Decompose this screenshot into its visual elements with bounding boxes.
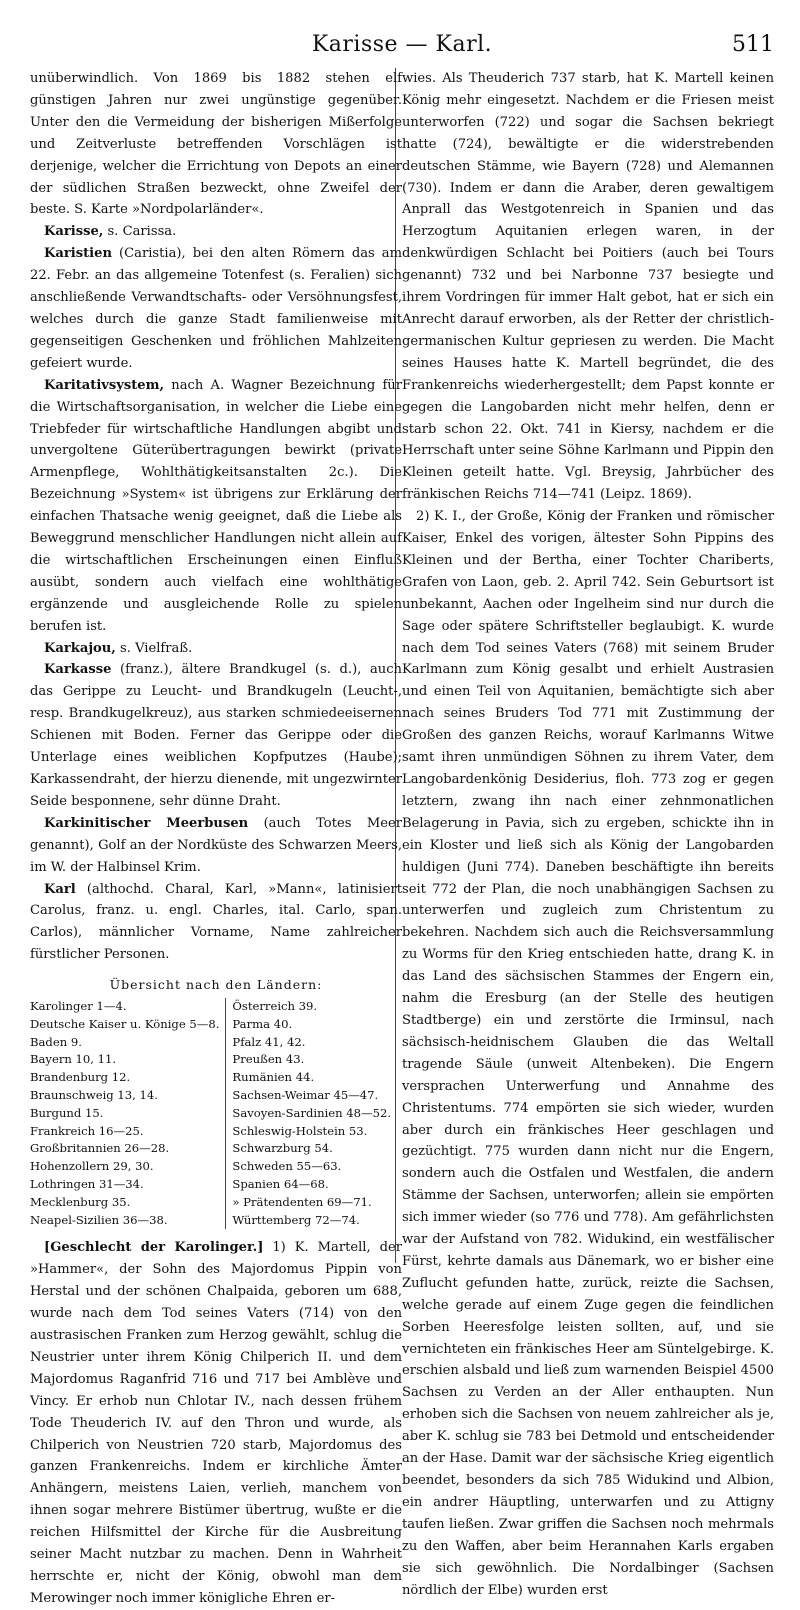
overview-right-list [226,998,402,1229]
overview-item: Burgund 15. [30,1105,104,1120]
overview-item: Sachsen-Weimar 45—47. [232,1088,379,1103]
headword: Karkasse [44,662,112,678]
paragraph-text: unüberwindlich. Von 1869 bis 1882 stehen elf günstigen Jahren nur zwei ungünstige gegenüber. Unter den die Vermeidung der bisherigen Mißerfolge und Zeitverluste betreffenden Vorschlägen ist derjenige, welcher die Errichtung von Depots an einer der südlichen Straßen bezweckt, ohne Zweifel der beste. S. Karte »Nordpolarländer«. [30,71,402,218]
entry-text: (althochd. Charal, Karl, »Mann«, latinisiert Carolus, franz. u. engl. Charles, ital. Carlo, span. Carlos), männlicher Vorname, Name zahlreicher fürstlicher Personen. [30,881,402,963]
overview-item: Baden 9. [30,1034,82,1049]
left-column [30,68,402,1610]
headword: Karistien [44,246,112,262]
headword: Karitativsystem, [44,377,165,393]
overview-item: Hohenzollern 29, 30. [30,1159,154,1174]
entry-karistien [30,243,402,374]
right-column [402,68,774,1601]
entry-text: s. Carissa. [103,224,177,240]
entry-text: (Caristia), bei den alten Römern das am 22. Febr. an das allgemeine Totenfest (s. Feralien) sich anschließende Verwandtschafts- oder Versöhnungsfest, welches durch die ganze Stadt familienweise mit gegenseitigen Geschenken und fröhlichen Mahlzeiten gefeiert wurde. [30,246,402,371]
overview-item: Spanien 64—68. [232,1177,329,1192]
running-head: Karisse — Karl. [311,32,493,57]
paragraph-nordpol [30,68,402,221]
overview-item: » Prätendenten 69—71. [232,1194,372,1209]
paragraph-karl-martell-cont [402,68,774,506]
overview-item: Karolinger 1—4. [30,999,127,1014]
entry-karitativsystem [30,375,402,638]
section-heading: [Geschlecht der Karolinger.] [44,1240,264,1256]
entry-karkinitischer-meerbusen [30,813,402,879]
headword: Karkinitischer Meerbusen [44,815,249,831]
overview-item: Braunschweig 13, 14. [30,1088,158,1103]
headword: Karl [44,881,76,897]
overview-item: Pfalz 41, 42. [232,1034,306,1049]
overview-item: Neapel-Sizilien 36—38. [30,1212,168,1227]
entry-text: s. Vielfraß. [115,640,193,656]
overview-item: Preußen 43. [232,1052,305,1067]
overview-item: Savoyen-Sardinien 48—52. [232,1105,392,1120]
page-header [30,28,774,62]
paragraph-text: wies. Als Theuderich 737 starb, hat K. Martell keinen König mehr eingesetzt. Nachdem er die Friesen meist unterworfen (722) und sogar die Sachsen bekriegt hatte (724), bewältigte er die widerstrebenden deutschen Stämme, wie Bayern (728) und Alemannen (730). Indem er dann die Araber, deren gewaltigem Anprall das Westgotenreich in Spanien und das Herzogtum Aquitanien erlegen waren, in der denkwürdigen Schlacht bei Poitiers (auch bei Tours genannt) 732 und bei Narbonne 737 besiegte und ihrem Vordringen für immer Halt gebot, hat er sich ein Anrecht darauf erworben, als der Retter der christlich-germanischen Kultur gepriesen zu werden. Die Macht seines Hauses hatte K. Martell begründet, die des Frankenreichs wiederhergestellt; dem Papst konnte er gegen die Langobarden nicht mehr helfen, denn er starb schon 22. Okt. 741 in Kiersy, nachdem er die Herrschaft unter seine Söhne Karlmann und Pippin den Kleinen geteilt hatte. Vgl. Breysig, Jahrbücher des fränkischen Reichs 714—741 (Leipz. 1869). [402,71,774,503]
overview-item: Schleswig-Holstein 53. [232,1123,368,1138]
overview-item: Rumänien 44. [232,1070,315,1085]
page-number: 511 [732,32,774,57]
entry-text: (auch Totes Meer genannt), Golf an der Nordküste des Schwarzen Meers, im W. der Halbinsel Krim. [30,815,402,875]
overview-item: Frankreich 16—25. [30,1123,144,1138]
headword: Karisse, [44,224,104,240]
overview-item: Schwarzburg 54. [232,1141,333,1156]
overview-item: Mecklenburg 35. [30,1194,131,1209]
overview-item: Lothringen 31—34. [30,1177,144,1192]
overview-item: Österreich 39. [232,999,318,1014]
entry-text: (franz.), ältere Brandkugel (s. d.), auch das Gerippe zu Leucht- und Brandkugeln (Leucht-, resp. Brandkugelkreuz), aus starken schmiedeeisernen Schienen mit Boden. Ferner das Gerippe oder die Unterlage eines weiblichen Kopfputzes (Haube); Karkassendraht, der hierzu dienende, mit ungezwirnter Seide besponnene, sehr dünne Draht. [30,662,402,809]
entry-karl [30,879,402,967]
overview-title: Übersicht nach den Ländern: [109,977,323,993]
entry-karisse [30,221,402,243]
overview-item: Deutsche Kaiser u. Könige 5—8. [30,1016,220,1031]
entry-karl-der-grosse [402,506,774,1601]
overview-item: Großbritannien 26—28. [30,1141,170,1156]
entry-karkasse [30,659,402,812]
overview-item: Schweden 55—63. [232,1159,342,1174]
entry-karkajou [30,638,402,660]
entry-text: nach A. Wagner Bezeichnung für die Wirtschaftsorganisation, in welcher die Liebe eine Triebfeder für wirtschaftliche Handlungen abgibt und unvergoltene Güterübertragungen bewirkt (private Armenpflege, Wohlthätigkeitsanstalten 2c.). Die Bezeichnung »System« ist übrigens zur Erklärung der einfachen Thatsache wenig geeignet, daß die Liebe als Beweggrund menschlicher Handlungen nicht allein auf die wirtschaftlichen Erscheinungen einen Einfluß ausübt, sondern auch vielfach eine wohlthätige ergänzende und ausgleichende Rolle zu spielen berufen ist. [30,377,402,634]
headword: Karkajou, [44,640,116,656]
overview-table [30,998,402,1229]
overview-item: Bayern 10, 11. [30,1052,117,1067]
paragraph-text: 2) K. I., der Große, König der Franken und römischer Kaiser, Enkel des vorigen, ältester Sohn Pippins des Kleinen und der Bertha, einer Tochter Chariberts, Grafen von Laon, geb. 2. April 742. Sein Geburtsort ist unbekannt, Aachen oder Ingelheim sind nur durch die Sage oder spätere Schriftsteller beglaubigt. K. wurde nach dem Tod seines Vaters (768) mit seinem Bruder Karlmann zum König gesalbt und erhielt Austrasien und einen Teil von Aquitanien, bemächtigte sich aber nach seines Bruders Tod 771 mit Zustimmung der Großen des ganzen Reichs, worauf Karlmanns Witwe samt ihren unmündigen Söhnen zu ihrem Vater, dem Langobardenkönig Desiderius, floh. 773 zog er gegen letztern, zwang ihn nach einer zehnmonatlichen Belagerung in Pavia, sich zu ergeben, schickte ihn in ein Kloster und ließ sich als König der Langobarden huldigen (Juni 774). Daneben beschäftigte ihn bereits seit 772 der Plan, die noch unabhängigen Sachsen zu unterwerfen und zugleich zum Christentum zu bekehren. Nachdem sich auch die Reichsversammlung zu Worms für den Krieg entschieden hatte, drang K. in das Land des sächsischen Stammes der Engern ein, nahm die Eresburg (an der Stelle des heutigen Stadtberge) ein und zerstörte die Irminsul, nach sächsisch-heidnischem Glauben die das Weltall tragende Säule (unweit Altenbeken). Die Engern versprachen Unterwerfung und Annahme des Christentums. 774 empörten sie sich wieder, wurden aber durch ein fränkisches Heer geschlagen und gezüchtigt. 775 wurden dann nicht nur die Engern, sondern auch die Ostfalen und Westfalen, die andern Stämme der Sachsen, unterworfen; allein sie empörten sich immer wieder (so 776 und 778). Am gefährlichsten war der Aufstand von 782. Widukind, ein westfälischer Fürst, kehrte damals aus Dänemark, wo er bisher eine Zuflucht gefunden hatte, zurück, reizte die Sachsen, welche gerade auf einem Zuge gegen die feindlichen Sorben Heeresfolge leisten sollten, auf, und sie vernichteten ein fränkisches Heer am Süntelgebirge. K. erschien alsbald und ließ zum warnenden Beispiel 4500 Sachsen zu Verden an der Aller enthaupten. Nun erhoben sich die Sachsen von neuem zahlreicher als je, aber K. schlug sie 783 bei Detmold und entscheidender an der Hase. Damit war der sächsische Krieg eigentlich beendet, besonders da sich 785 Widukind und Albion, ein andrer Häuptling, unterwarfen und zu Attigny taufen ließen. Zwar griffen die Sachsen noch mehrmals zu den Waffen, aber beim Herannahen Karls ergaben sie sich gewöhnlich. Die Nordalbinger (Sachsen nördlich der Elbe) wurden erst [402,509,774,1598]
entry-text: 1) K. Martell, der »Hammer«, der Sohn des Majordomus Pippin von Herstal und der schönen Chalpaida, geboren um 688, wurde nach dem Tod seines Vaters (714) von den austrasischen Franken zum Herzog gewählt, schlug die Neustrier unter ihrem König Chilperich II. und dem Majordomus Raganfrid 716 und 717 bei Amblève und Vincy. Er erhob nun Chlotar IV., nach dessen frühem Tode Theuderich IV. auf den Thron und wurde, als Chilperich von Neustrien 720 starb, Majordomus des ganzen Frankenreichs. Indem er kirchliche Ämter Anhängern, meistens Laien, verlieh, manchem von ihnen sogar mehrere Bistümer übertrug, wußte er die reichen Hilfsmittel der Kirche für die Ausbreitung seiner Macht nutzbar zu machen. Denn in Wahrheit herrschte er, nicht der König, obwohl man dem Merowinger noch immer königliche Ehren er- [30,1240,402,1606]
overview-item: Parma 40. [232,1016,293,1031]
overview-item: Brandenburg 12. [30,1070,131,1085]
overview-left-list [30,998,226,1229]
overview-item: Württemberg 72—74. [232,1212,360,1227]
entry-karl-martell [30,1237,402,1609]
